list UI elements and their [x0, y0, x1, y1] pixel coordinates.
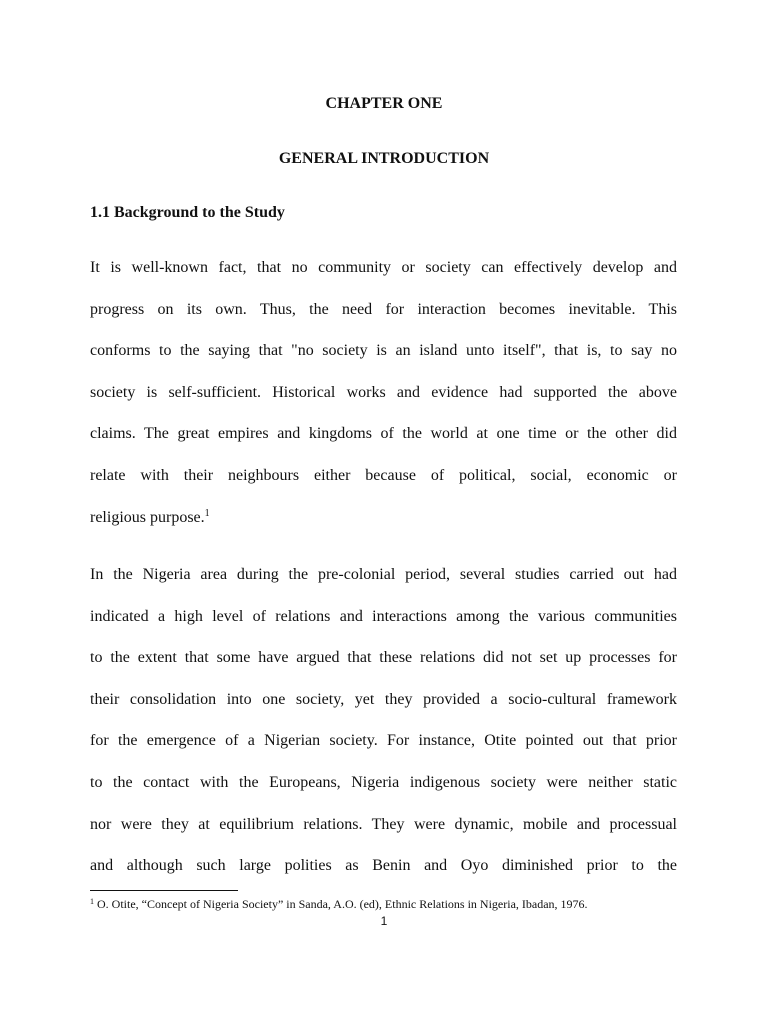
- chapter-title: GENERAL INTRODUCTION: [278, 150, 490, 167]
- paragraph-line: It is well-known fact, that no community or society can effectively develop and: [90, 259, 677, 276]
- footnote-divider: [90, 890, 238, 891]
- paragraph-line-text: religious purpose.: [90, 508, 205, 526]
- paragraph-2: [90, 554, 677, 887]
- paragraph-line: their consolidation into one society, yet they provided a socio-cultural framework: [90, 690, 677, 708]
- footnote-marker: 1: [90, 897, 94, 906]
- chapter-label: CHAPTER ONE: [325, 95, 443, 112]
- page-number: 1: [380, 914, 388, 928]
- footnote: [90, 896, 588, 912]
- section-title: 1.1 Background to the Study: [90, 204, 285, 221]
- paragraph-line: conforms to the saying that "no society is an island unto itself", that is, to say no: [90, 342, 677, 360]
- paragraph-line: to the contact with the Europeans, Nigeria indigenous society were neither static: [90, 773, 677, 791]
- paragraph-line: relate with their neighbours either because of political, social, economic or: [90, 466, 677, 484]
- paragraph-line: for the emergence of a Nigerian society. For instance, Otite pointed out that prior: [90, 732, 677, 750]
- paragraph-1: [90, 247, 677, 538]
- paragraph-line: In the Nigeria area during the pre-colonial period, several studies carried out had: [90, 566, 677, 583]
- paragraph-line: progress on its own. Thus, the need for interaction becomes inevitable. This: [90, 300, 677, 318]
- paragraph-line: indicated a high level of relations and interactions among the various communities: [90, 607, 677, 625]
- paragraph-line: to the extent that some have argued that these relations did not set up processes for: [90, 649, 677, 667]
- footnote-reference[interactable]: 1: [204, 507, 210, 519]
- paragraph-line: and although such large polities as Benin and Oyo diminished prior to the: [90, 857, 677, 875]
- paragraph-line: society is self-sufficient. Historical works and evidence had supported the above: [90, 383, 677, 401]
- paragraph-line: claims. The great empires and kingdoms of the world at one time or the other did: [90, 425, 677, 443]
- paragraph-line-last: [90, 497, 677, 539]
- paragraph-line: nor were they at equilibrium relations. They were dynamic, mobile and processual: [90, 815, 677, 833]
- footnote-text: O. Otite, “Concept of Nigeria Society” in Sanda, A.O. (ed), Ethnic Relations in Nigeria, Ibadan, 1976.: [94, 897, 588, 911]
